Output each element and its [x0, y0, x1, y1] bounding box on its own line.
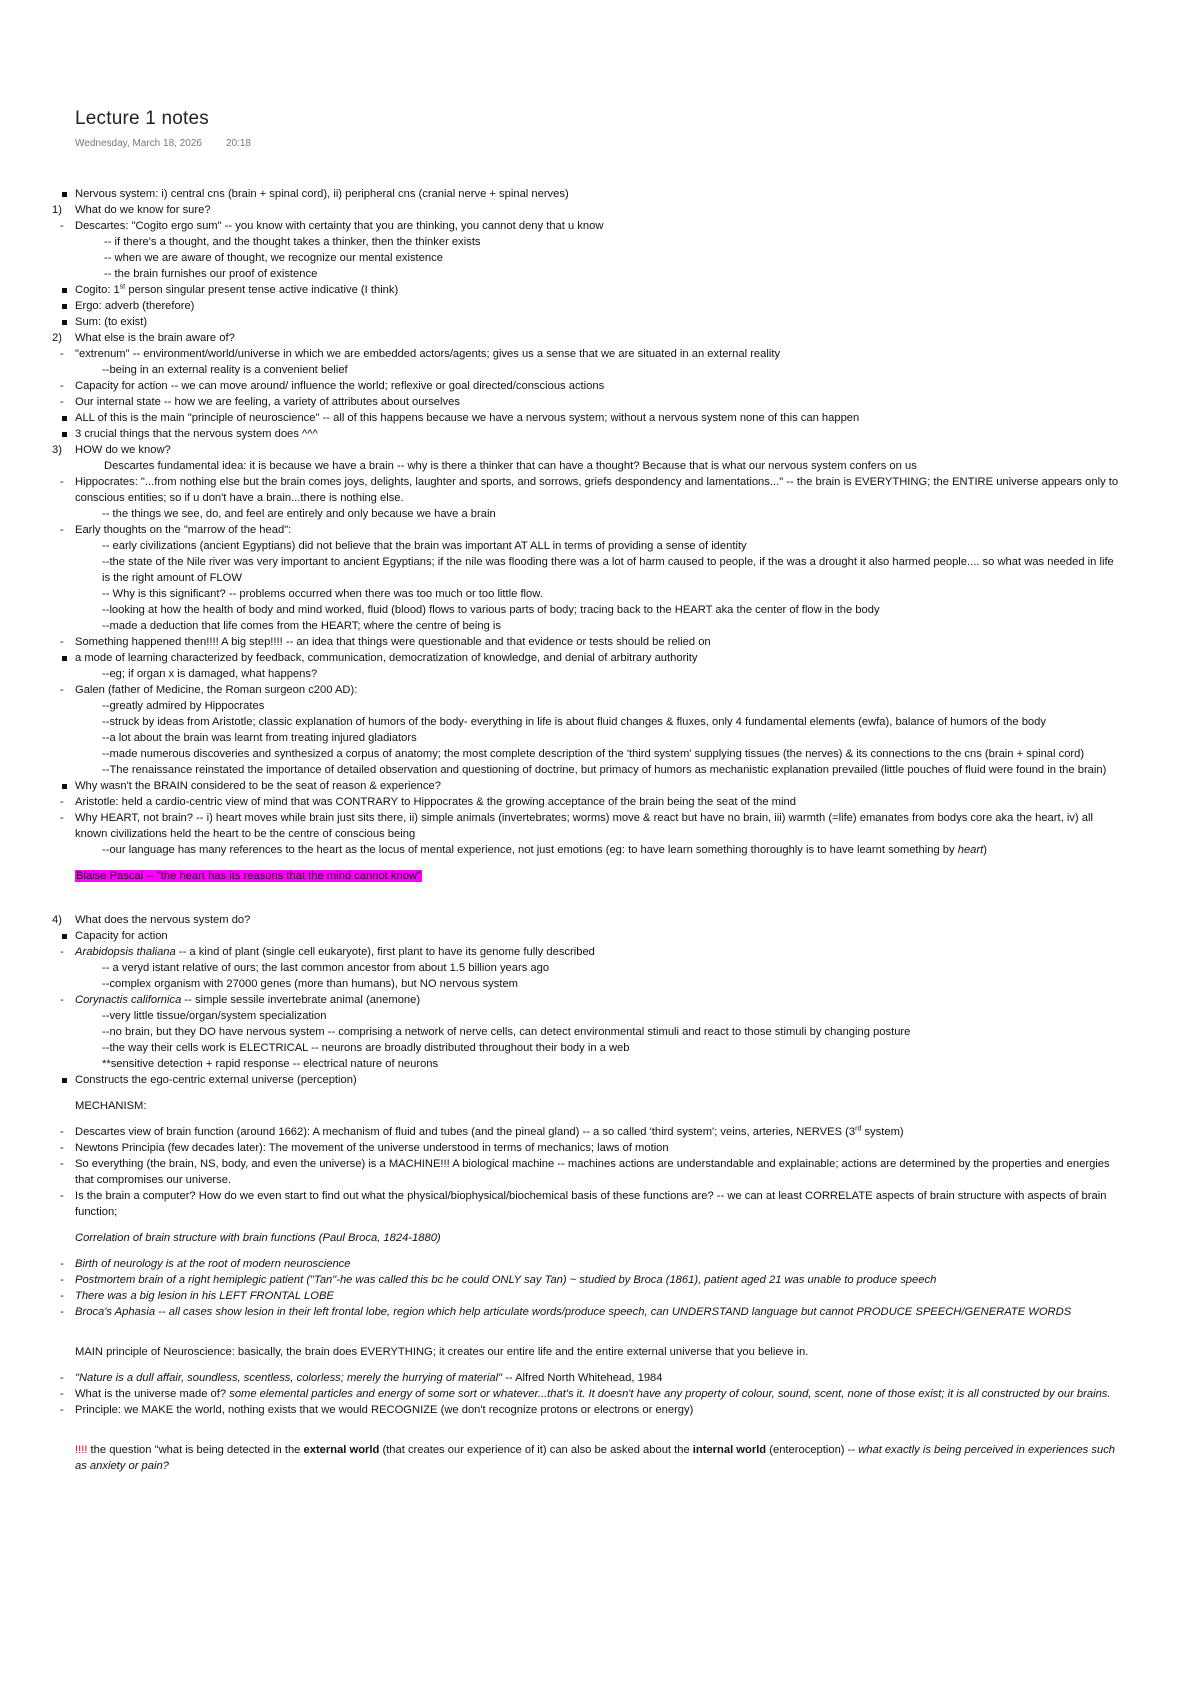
line-text: some elemental particles and energy of some sort or whatever...that's it. It doesn't have any property of colour, sound, scent, none of those exist; it is all constructed by our brains.: [229, 1388, 1111, 1400]
line-text: What else is the brain aware of?: [75, 332, 235, 344]
list-marker: 3): [52, 444, 62, 456]
list-marker: -: [60, 1388, 64, 1400]
line-text: --being in an external reality is a convenient belief: [102, 364, 348, 376]
list-item: [52, 554, 1124, 586]
line-text: --a lot about the brain was learnt from treating injured gladiators: [102, 732, 417, 744]
bullet-icon: [62, 416, 67, 421]
line-text: "extrenum" -- environment/world/universe in which we are embedded actors/agents; gives us a sense that we are situated in an external reality: [75, 348, 781, 360]
list-item: [52, 1040, 1124, 1056]
bullet-icon: [62, 192, 67, 197]
line-text: 3 crucial things that the nervous system does ^^^: [75, 428, 318, 440]
list-marker: -: [60, 994, 64, 1006]
list-item: [52, 1140, 1124, 1156]
list-item: [52, 426, 1124, 442]
note-timestamp: [75, 138, 251, 149]
line-text: What do we know for sure?: [75, 204, 211, 216]
line-text: -- simple sessile invertebrate animal (anemone): [181, 994, 421, 1006]
line-text: --our language has many references to the heart as the locus of mental experience, not just emotions (eg: to have learn something thoroughly is to have learnt something by: [102, 844, 958, 856]
line-text: -- the things we see, do, and feel are entirely and only because we have a brain: [102, 508, 496, 520]
line-text: Broca's Aphasia -- all cases show lesion in their left frontal lobe, region which help articulate words/produce speech, can UNDERSTAND language but cannot PRODUCE SPEECH/GENERATE WORDS: [75, 1306, 1072, 1318]
note-time: 20:18: [225, 138, 251, 149]
line-text: system): [861, 1126, 904, 1138]
list-item: [52, 698, 1124, 714]
line-text: What does the nervous system do?: [75, 914, 251, 926]
line-text: external world: [303, 1444, 380, 1456]
list-marker: -: [60, 796, 64, 808]
line-text: "Nature is a dull affair, soundless, scentless, colorless; merely the hurrying of material": [75, 1372, 503, 1384]
list-item: [52, 442, 1124, 458]
line-text: --struck by ideas from Aristotle; classic explanation of humors of the body- everything in life is about fluid changes & fluxes, only 4 fundamental elements (ewfa), balance of humors of the body: [102, 716, 1046, 728]
line-text: what exactly is being perceived in experiences such as anxiety or pain?: [75, 1444, 1116, 1472]
list-item: [52, 218, 1124, 234]
list-item: [52, 1370, 1124, 1386]
line-text: Descartes: "Cogito ergo sum" -- you know with certainty that you are thinking, you cannot deny that u know: [75, 220, 604, 232]
list-marker: -: [60, 1142, 64, 1154]
line-text: Ergo: adverb (therefore): [75, 300, 195, 312]
list-marker: -: [60, 1290, 64, 1302]
list-item: [52, 266, 1124, 282]
line-text: Is the brain a computer? How do we even start to find out what the physical/biophysical/biochemical basis of these functions are? -- we can at least CORRELATE aspects of brain structure with aspects of brain function;: [75, 1190, 1107, 1218]
list-item: [52, 186, 1124, 202]
list-marker: -: [60, 1372, 64, 1384]
line-text: -- when we are aware of thought, we recognize our mental existence: [104, 252, 443, 264]
list-item: [52, 282, 1124, 298]
page-title: Lecture 1 notes: [75, 108, 209, 129]
list-item: [52, 992, 1124, 1008]
list-marker: -: [60, 1158, 64, 1170]
line-text: Hippocrates: "...from nothing else but the brain comes joys, delights, laughter and sports, and sorrows, griefs despondency and lamentations..." -- the brain is EVERYTHING; the ENTIRE universe appears only to conscious entities; so if u don't have a brain...there is nothing else.: [75, 476, 1119, 504]
highlighted-quote: [52, 868, 1124, 884]
line-text: -- if there's a thought, and the thought takes a thinker, then the thinker exists: [104, 236, 481, 248]
line-text: **sensitive detection + rapid response -- electrical nature of neurons: [102, 1058, 439, 1070]
line-text: -- early civilizations (ancient Egyptians) did not believe that the brain was important AT ALL in terms of providing a sense of identity: [102, 540, 747, 552]
list-item: [52, 234, 1124, 250]
line-text: -- the brain furnishes our proof of existence: [104, 268, 318, 280]
line-text: st: [119, 283, 126, 291]
list-marker: 2): [52, 332, 62, 344]
line-text: Why HEART, not brain? -- i) heart moves while brain just sits there, ii) simple animals (invertebrates; worms) move & react but have no brain, iii) warmth (=life) emanates from bodys core aka the heart, iv) all known civilizations held the heart to be the centre of conscious being: [75, 812, 1093, 840]
list-item: [52, 714, 1124, 730]
list-item: [52, 1304, 1124, 1320]
line-text: Correlation of brain structure with brain functions (Paul Broca, 1824-1880): [75, 1232, 441, 1244]
list-marker: -: [60, 524, 64, 536]
list-item: [52, 810, 1124, 842]
line-text: -- a kind of plant (single cell eukaryote), first plant to have its genome fully described: [175, 946, 595, 958]
list-item: [52, 1272, 1124, 1288]
section-heading: [52, 1098, 1124, 1114]
line-text: --greatly admired by Hippocrates: [102, 700, 265, 712]
bullet-icon: [62, 432, 67, 437]
line-text: Birth of neurology is at the root of modern neuroscience: [75, 1258, 351, 1270]
list-item: [52, 960, 1124, 976]
line-text: person singular present tense active indicative (I think): [125, 284, 399, 296]
list-item: [52, 794, 1124, 810]
list-item: [52, 394, 1124, 410]
list-item: [52, 1386, 1124, 1402]
list-item: [52, 1056, 1124, 1072]
closing-question: [52, 1442, 1124, 1474]
line-text: --eg; if organ x is damaged, what happens?: [102, 668, 318, 680]
line-text: Principle: we MAKE the world, nothing exists that we would RECOGNIZE (we don't recognize protons or electrons or energy): [75, 1404, 694, 1416]
list-item: [52, 346, 1124, 362]
line-text: rd: [855, 1125, 862, 1133]
line-text: Arabidopsis thaliana: [75, 946, 176, 958]
list-item: [52, 1288, 1124, 1304]
line-text: (enteroception) --: [766, 1444, 859, 1456]
principle-text: [52, 1344, 1124, 1360]
list-item: [52, 506, 1124, 522]
line-text: !!!!: [75, 1444, 88, 1456]
line-text: heart: [957, 844, 984, 856]
list-marker: -: [60, 812, 64, 824]
line-text: Descartes view of brain function (around 1662): A mechanism of fluid and tubes (and the pineal gland) -- a so called 'third system'; veins, arteries, NERVES (3: [75, 1126, 856, 1138]
section-heading: [52, 1230, 1124, 1246]
line-text: Early thoughts on the "marrow of the head":: [75, 524, 292, 536]
list-marker: -: [60, 946, 64, 958]
line-text: Sum: (to exist): [75, 316, 148, 328]
list-item: [52, 634, 1124, 650]
line-text: -- Alfred North Whitehead, 1984: [502, 1372, 663, 1384]
line-text: --the state of the Nile river was very important to ancient Egyptians; if the nile was flooding there was a lot of harm caused to people, if the was a drought it also harmed people.... so what was needed in life is the right amount of FLOW: [102, 556, 1114, 584]
list-marker: -: [60, 684, 64, 696]
line-text: Newtons Principia (few decades later): The movement of the universe understood in terms of mechanics; laws of motion: [75, 1142, 669, 1154]
line-text: Nervous system: i) central cns (brain + spinal cord), ii) peripheral cns (cranial nerve + spinal nerves): [75, 188, 569, 200]
line-text: Something happened then!!!! A big step!!!! -- an idea that things were questionable and that evidence or tests should be relied on: [75, 636, 711, 648]
line-text: a mode of learning characterized by feedback, communication, democratization of knowledge, and denial of arbitrary authority: [75, 652, 698, 664]
list-item: [52, 976, 1124, 992]
line-text: Corynactis californica: [75, 994, 182, 1006]
line-text: Aristotle: held a cardio-centric view of mind that was CONTRARY to Hippocrates & the growing acceptance of the brain being the seat of the mind: [75, 796, 796, 808]
list-marker: -: [60, 220, 64, 232]
list-marker: -: [60, 1258, 64, 1270]
note-date: Wednesday, March 18, 2026: [75, 138, 202, 149]
list-item: [52, 362, 1124, 378]
list-marker: -: [60, 348, 64, 360]
list-item: [52, 928, 1124, 944]
line-text: Postmortem brain of a right hemiplegic patient ("Tan"-he was called this bc he could ONLY say Tan) ~ studied by Broca (1861), patient aged 21 was unable to produce speech: [75, 1274, 937, 1286]
list-item: [52, 602, 1124, 618]
list-item: [52, 410, 1124, 426]
line-text: MAIN principle of Neuroscience: basically, the brain does EVERYTHING; it creates our entire life and the entire external universe that you believe in.: [75, 1346, 809, 1358]
list-marker: -: [60, 476, 64, 488]
list-marker: -: [60, 380, 64, 392]
line-text: Cogito: 1: [75, 284, 120, 296]
bullet-icon: [62, 304, 67, 309]
line-text: MECHANISM:: [75, 1100, 147, 1112]
line-text: ALL of this is the main "principle of neuroscience" -- all of this happens because we have a nervous system; without a nervous system none of this can happen: [75, 412, 860, 424]
bullet-icon: [62, 288, 67, 293]
list-marker: 4): [52, 914, 62, 926]
line-text: Capacity for action: [75, 930, 168, 942]
list-item: [52, 912, 1124, 928]
line-text: (that creates our experience of it) can also be asked about the: [379, 1444, 693, 1456]
list-item: [52, 1402, 1124, 1418]
list-item: [52, 682, 1124, 698]
list-item: [52, 666, 1124, 682]
list-item: [52, 1156, 1124, 1188]
list-marker: 1): [52, 204, 62, 216]
list-marker: -: [60, 1190, 64, 1202]
line-text: Galen (father of Medicine, the Roman surgeon c200 AD):: [75, 684, 358, 696]
list-item: [52, 1024, 1124, 1040]
line-text: --the way their cells work is ELECTRICAL -- neurons are broadly distributed throughout their body in a web: [102, 1042, 630, 1054]
line-text: --made a deduction that life comes from the HEART; where the centre of being is: [102, 620, 502, 632]
line-text: -- Why is this significant? -- problems occurred when there was too much or too little flow.: [102, 588, 543, 600]
list-item: [52, 778, 1124, 794]
list-marker: -: [60, 396, 64, 408]
line-text: Capacity for action -- we can move around/ influence the world; reflexive or goal directed/conscious actions: [75, 380, 605, 392]
line-text: --no brain, but they DO have nervous system -- comprising a network of nerve cells, can detect environmental stimuli and react to those stimuli by changing posture: [102, 1026, 911, 1038]
list-item: [52, 458, 1124, 474]
list-marker: -: [60, 1126, 64, 1138]
list-marker: -: [60, 1404, 64, 1416]
line-text: --The renaissance reinstated the importance of detailed observation and questioning of doctrine, but primacy of humors as mechanistic explanation prevailed (little pouches of fluid were found in the brain): [102, 764, 1107, 776]
line-text: the question "what is being detected in the: [87, 1444, 304, 1456]
list-marker: -: [60, 1306, 64, 1318]
list-item: [52, 538, 1124, 554]
bullet-icon: [62, 1078, 67, 1083]
list-item: [52, 378, 1124, 394]
list-item: [52, 944, 1124, 960]
list-item: [52, 618, 1124, 634]
line-text: --complex organism with 27000 genes (more than humans), but NO nervous system: [102, 978, 518, 990]
list-item: [52, 650, 1124, 666]
list-item: [52, 730, 1124, 746]
list-marker: -: [60, 636, 64, 648]
list-item: [52, 330, 1124, 346]
list-item: [52, 586, 1124, 602]
list-item: [52, 746, 1124, 762]
list-marker: -: [60, 1274, 64, 1286]
line-text: Blaise Pascal -- "the heart has its reasons that the mind cannot know": [76, 870, 421, 882]
line-text: -- a veryd istant relative of ours; the last common ancestor from about 1.5 billion years ago: [102, 962, 550, 974]
list-item: [52, 842, 1124, 858]
line-text: Our internal state -- how we are feeling, a variety of attributes about ourselves: [75, 396, 460, 408]
list-item: [52, 1124, 1124, 1140]
list-item: [52, 1188, 1124, 1220]
line-text: Why wasn't the BRAIN considered to be the seat of reason & experience?: [75, 780, 441, 792]
list-item: [52, 474, 1124, 506]
list-item: [52, 298, 1124, 314]
line-text: There was a big lesion in his LEFT FRONTAL LOBE: [75, 1290, 334, 1302]
note-body: [52, 186, 1124, 1474]
list-item: [52, 522, 1124, 538]
list-item: [52, 314, 1124, 330]
bullet-icon: [62, 934, 67, 939]
bullet-icon: [62, 784, 67, 789]
list-item: [52, 1008, 1124, 1024]
line-text: --very little tissue/organ/system specialization: [102, 1010, 327, 1022]
bullet-icon: [62, 656, 67, 661]
line-text: --looking at how the health of body and mind worked, fluid (blood) flows to various parts of body; tracing back to the HEART aka the center of flow in the body: [102, 604, 880, 616]
line-text: Descartes fundamental idea: it is because we have a brain -- why is there a thinker that can have a thought? Because that is what our nervous system confers on us: [104, 460, 917, 472]
line-text: ): [983, 844, 987, 856]
line-text: HOW do we know?: [75, 444, 171, 456]
bullet-icon: [62, 320, 67, 325]
list-item: [52, 1256, 1124, 1272]
line-text: So everything (the brain, NS, body, and even the universe) is a MACHINE!!! A biological machine -- machines actions are understandable and explainable; actions are determined by the properties and energies that compromises our universe.: [75, 1158, 1110, 1186]
list-item: [52, 1072, 1124, 1088]
line-text: Constructs the ego-centric external universe (perception): [75, 1074, 357, 1086]
list-item: [52, 250, 1124, 266]
line-text: --made numerous discoveries and synthesized a corpus of anatomy; the most complete description of the 'third system' supplying tissues (the nerves) & its connections to the cns (brain + spinal cord): [102, 748, 1085, 760]
line-text: What is the universe made of?: [75, 1388, 230, 1400]
list-item: [52, 202, 1124, 218]
list-item: [52, 762, 1124, 778]
line-text: internal world: [692, 1444, 767, 1456]
